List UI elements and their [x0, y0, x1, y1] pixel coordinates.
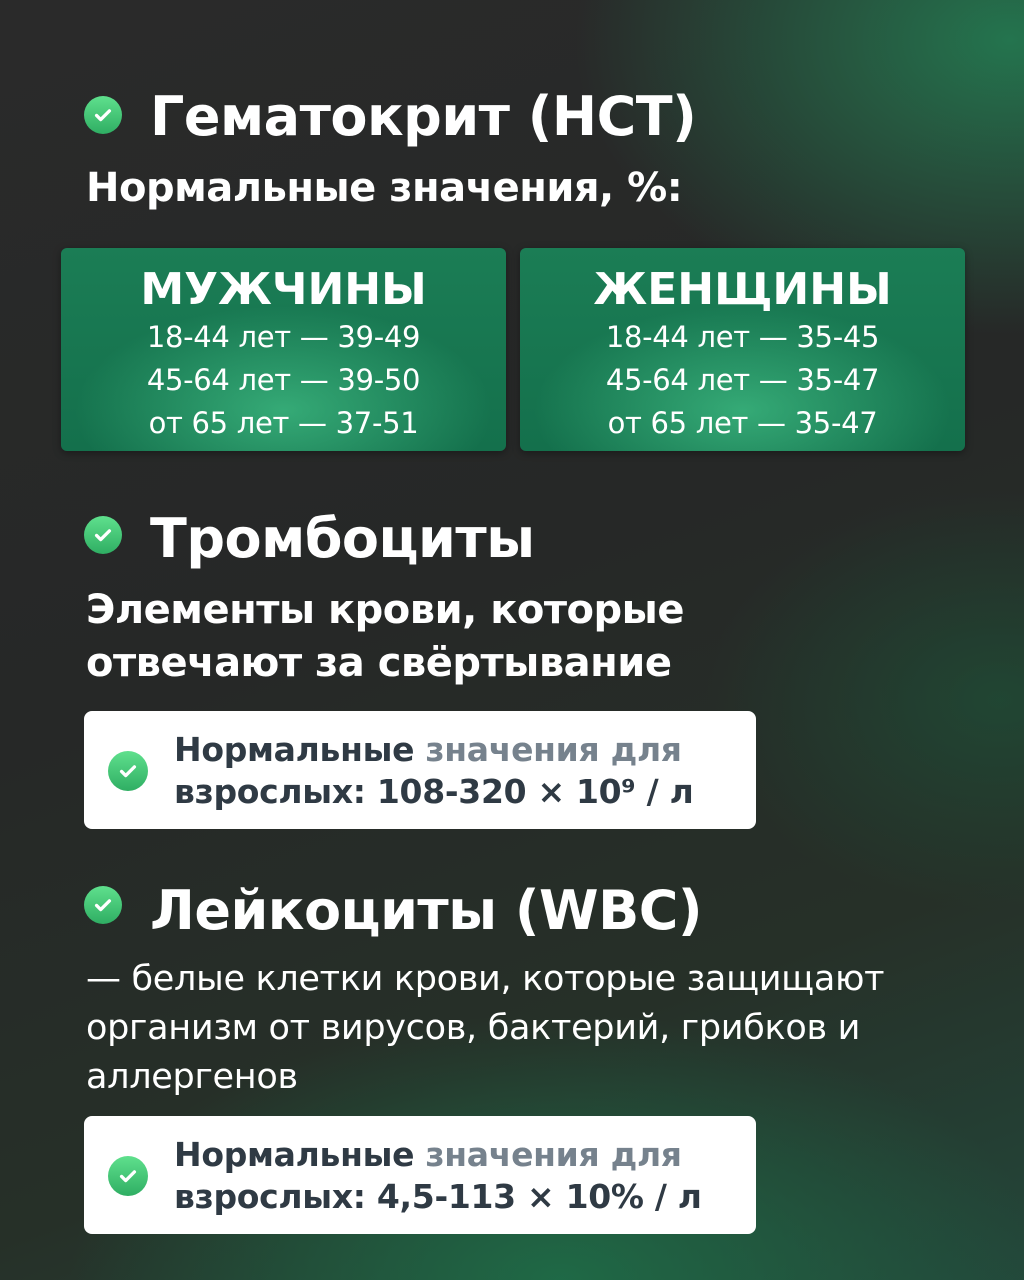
- men-range-2: 45-64 лет — 39-50: [146, 363, 421, 397]
- wbc-norm-a: Нормальные: [174, 1135, 426, 1174]
- wbc-desc-line-3: аллергенов: [86, 1057, 298, 1097]
- wbc-norm-text: [174, 1134, 702, 1218]
- women-heading: ЖЕНЩИНЫ: [593, 264, 892, 315]
- platelets-norm-text: [174, 729, 693, 813]
- check-circle-icon: [108, 1156, 148, 1196]
- wbc-desc-line-1: — белые клетки крови, которые защищают: [86, 959, 885, 999]
- platelets-desc-line-2: отвечают за свёртывание: [86, 640, 672, 686]
- wbc-desc-line-2: организм от вирусов, бактерий, грибков и: [86, 1008, 861, 1048]
- platelets-norm-line-2: взрослых: 108-320 × 10⁹ / л: [174, 772, 694, 811]
- check-circle-icon: [84, 516, 122, 554]
- platelets-desc-line-1: Элементы крови, которые: [86, 587, 684, 633]
- hematocrit-subtitle: Нормальные значения, %:: [86, 165, 683, 211]
- section-title-wbc: Лейкоциты (WBC): [150, 879, 703, 942]
- check-circle-icon: [84, 96, 122, 134]
- platelets-norm-b: значения для: [425, 730, 682, 769]
- platelets-norm-a: Нормальные: [174, 730, 426, 769]
- check-circle-icon: [84, 886, 122, 924]
- wbc-norm-line-2: взрослых: 4,5-113 × 10% / л: [174, 1177, 702, 1216]
- wbc-norm-card: [84, 1116, 756, 1234]
- wbc-norm-b: значения для: [425, 1135, 682, 1174]
- men-range-3: от 65 лет — 37-51: [148, 406, 419, 440]
- men-card: [61, 248, 506, 451]
- men-range-1: 18-44 лет — 39-49: [146, 320, 421, 354]
- women-card: [520, 248, 965, 451]
- section-title-hematocrit: Гематокрит (HCT): [150, 85, 697, 148]
- women-range-2: 45-64 лет — 35-47: [605, 363, 880, 397]
- section-title-platelets: Тромбоциты: [150, 507, 535, 570]
- check-circle-icon: [108, 751, 148, 791]
- women-range-3: от 65 лет — 35-47: [607, 406, 878, 440]
- women-range-1: 18-44 лет — 35-45: [605, 320, 880, 354]
- men-heading: МУЖЧИНЫ: [140, 264, 427, 315]
- platelets-norm-card: [84, 711, 756, 829]
